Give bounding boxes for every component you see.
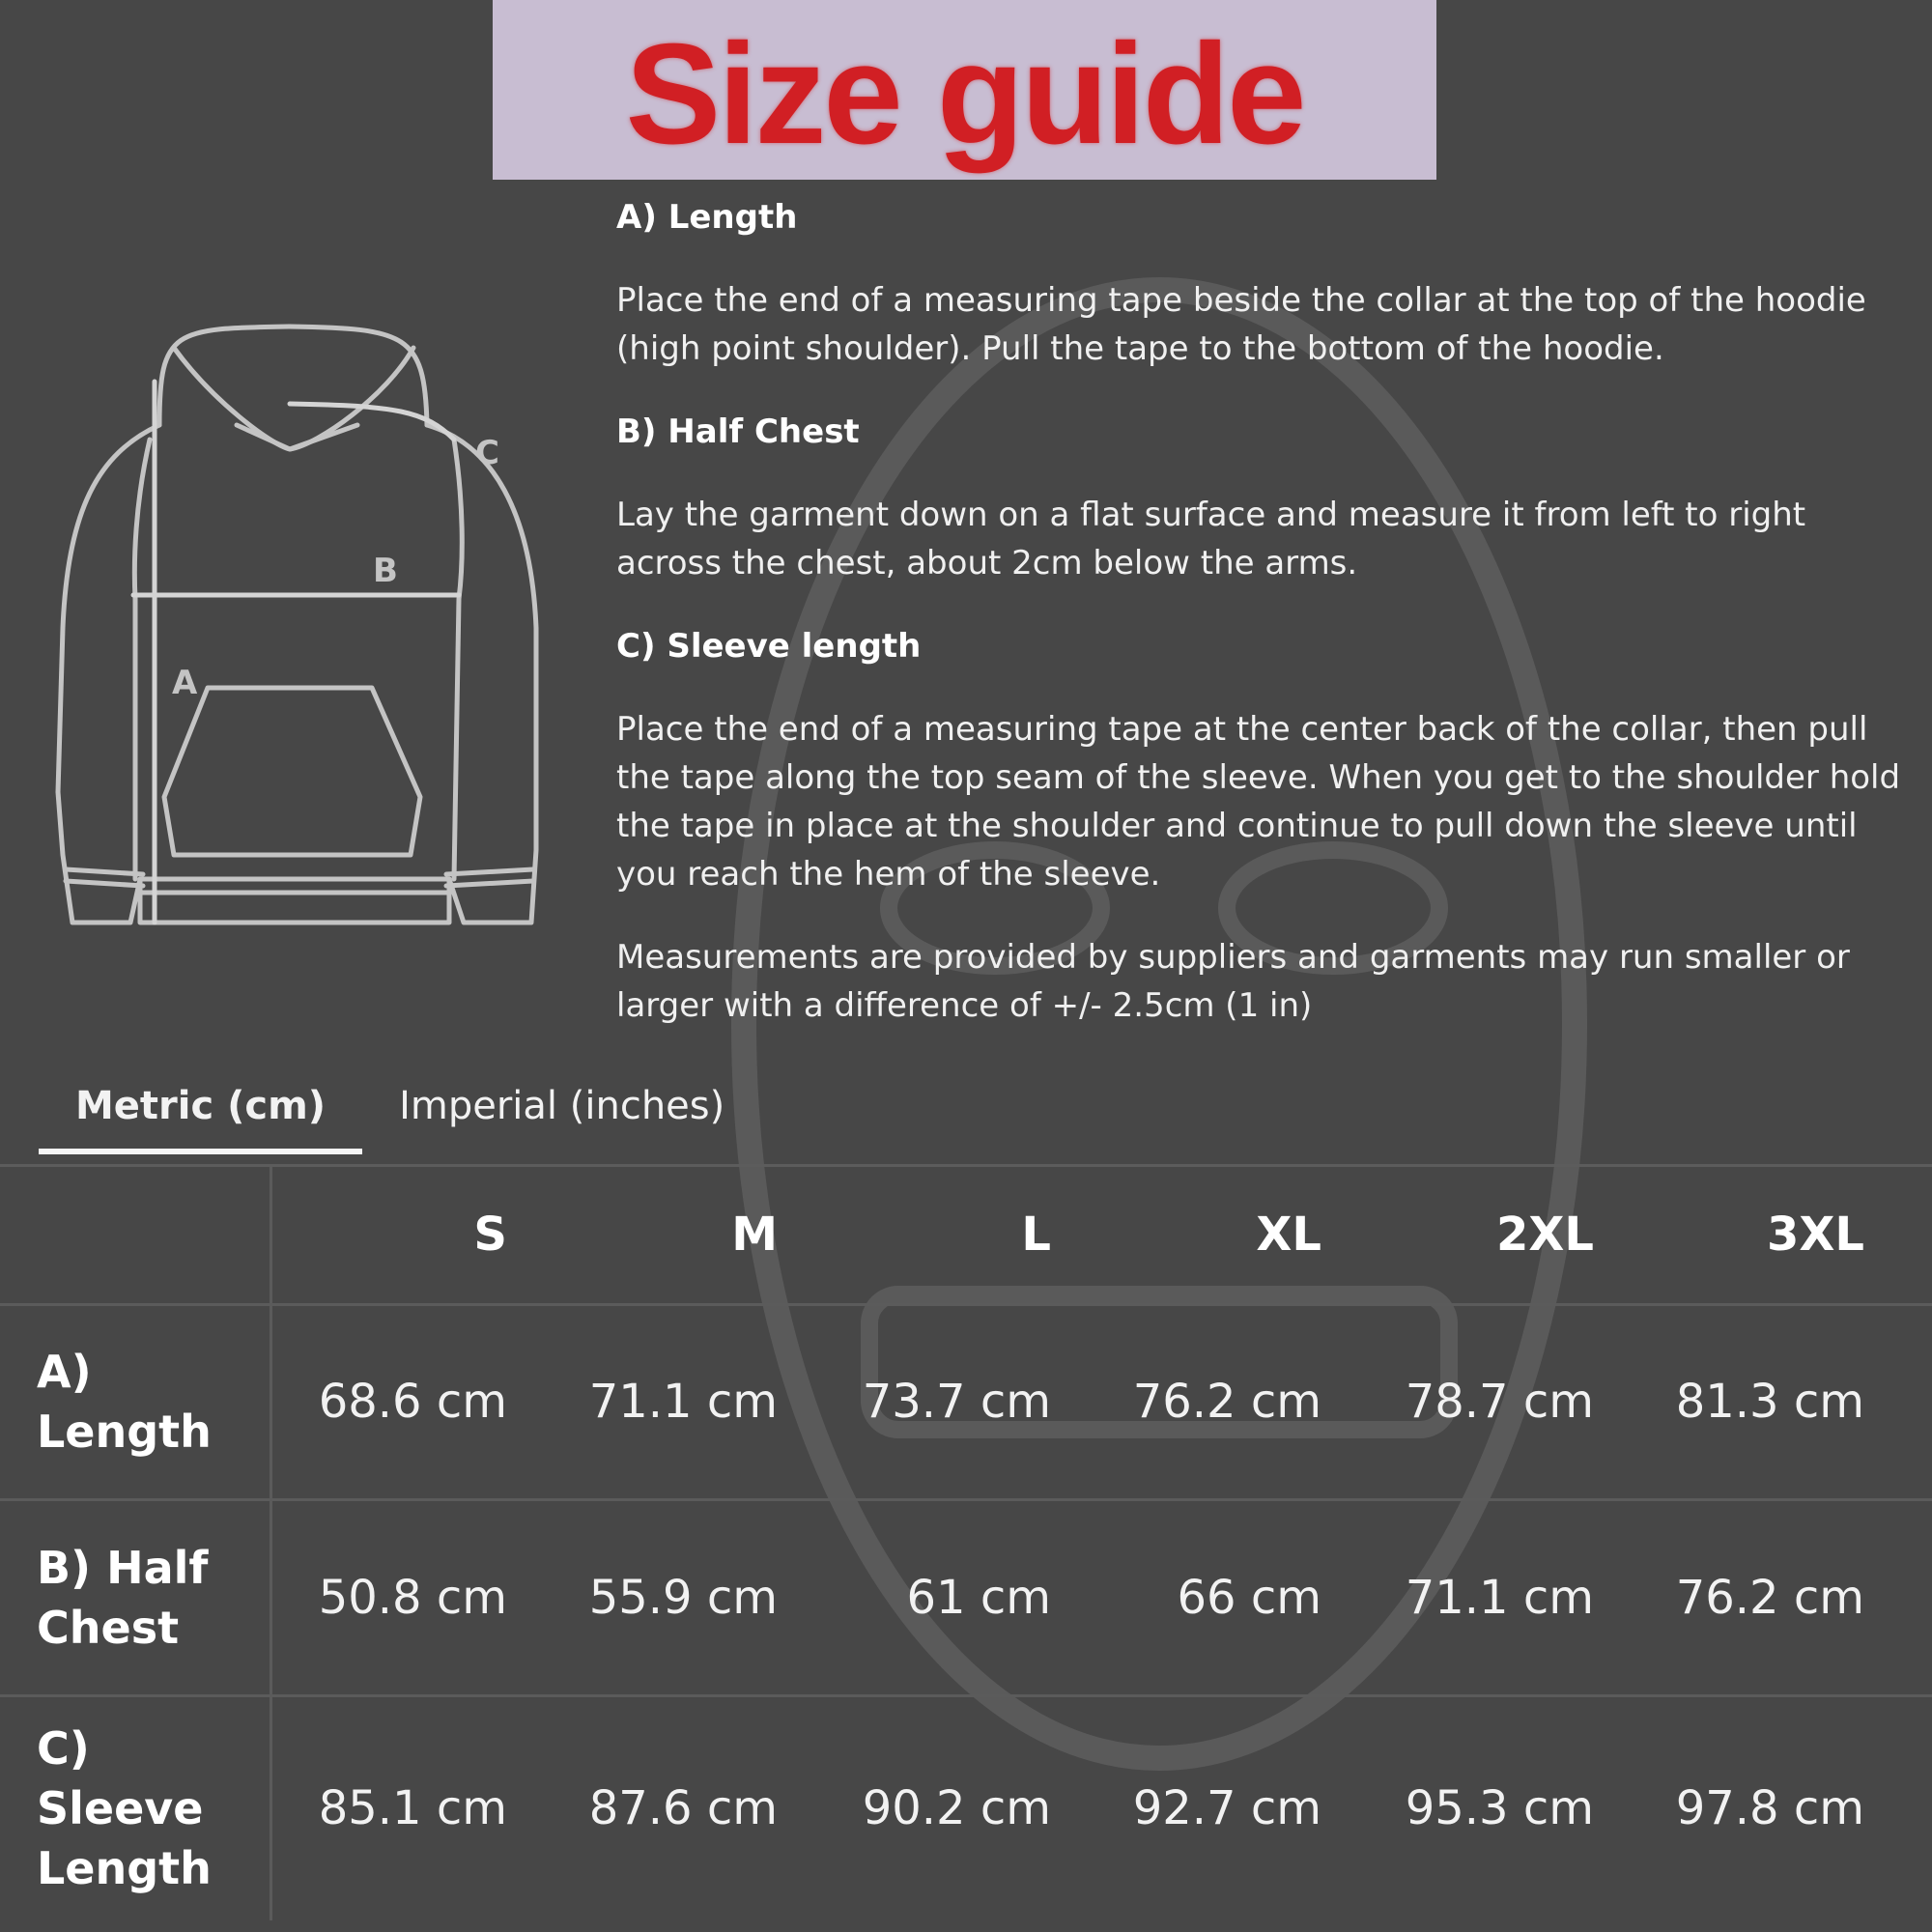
table-cell: 55.9 cm xyxy=(575,1499,845,1695)
row-label-half-chest xyxy=(0,1499,270,1695)
disclaimer-text: Measurements are provided by suppliers and garments may run smaller or larger with a difference of +/- 2.5cm (1 in) xyxy=(616,938,1850,1025)
tab-metric[interactable]: Metric (cm) xyxy=(39,1067,362,1154)
unit-tabs xyxy=(39,1067,761,1164)
page-title: Size guide xyxy=(625,14,1304,174)
hood-opening xyxy=(174,348,413,449)
table-corner xyxy=(0,1167,270,1304)
size-header-l: L xyxy=(1021,1208,1051,1263)
table-row-length xyxy=(0,1304,1932,1499)
measure-c-line xyxy=(290,404,454,440)
label-b: B xyxy=(373,552,398,590)
row-label-sleeve-length xyxy=(0,1695,270,1920)
size-header-m: M xyxy=(731,1208,778,1263)
table-cell: 81.3 cm xyxy=(1662,1304,1932,1499)
row-label-length xyxy=(0,1304,270,1499)
table-cell: 95.3 cm xyxy=(1389,1695,1662,1920)
row-label-line: Chest xyxy=(37,1601,180,1654)
table-cell: 61 cm xyxy=(845,1499,1119,1695)
sleeve-text: Place the end of a measuring tape at the center back of the collar, then pull the tape along the top seam of the sleeve. When you get to the shoulder hold the tape in place at the shoulder and continue to pull down the sleeve until you reach the hem of the sleeve. xyxy=(616,710,1901,894)
table-cell: 87.6 cm xyxy=(575,1695,845,1920)
chest-heading: B) Half Chest xyxy=(616,412,860,451)
table-cell: 50.8 cm xyxy=(270,1499,575,1695)
row-label-line: C) xyxy=(37,1722,90,1776)
table-cell: 85.1 cm xyxy=(270,1695,575,1920)
pocket xyxy=(164,688,420,855)
size-header-s: S xyxy=(473,1208,507,1263)
length-heading: A) Length xyxy=(616,198,798,237)
size-header-2xl: 2XL xyxy=(1496,1208,1594,1263)
table-cell: 66 cm xyxy=(1119,1499,1389,1695)
table-header-row xyxy=(0,1167,1932,1304)
table-cell: 68.6 cm xyxy=(270,1304,575,1499)
size-guide-banner xyxy=(493,0,1436,180)
table-cell: 90.2 cm xyxy=(845,1695,1119,1920)
sleeve-heading: C) Sleeve length xyxy=(616,627,922,666)
hoodie-diagram xyxy=(29,309,551,947)
measurement-instructions xyxy=(616,193,1920,1065)
size-header-xl: XL xyxy=(1256,1208,1321,1263)
table-cell: 97.8 cm xyxy=(1662,1695,1932,1920)
table-cell: 71.1 cm xyxy=(575,1304,845,1499)
row-label-line: A) xyxy=(37,1346,92,1398)
row-label-line: B) Half xyxy=(37,1541,209,1594)
size-table xyxy=(0,1167,1932,1920)
label-a: A xyxy=(172,664,198,702)
size-header-3xl: 3XL xyxy=(1767,1208,1864,1263)
table-cell: 78.7 cm xyxy=(1389,1304,1662,1499)
table-cell: 92.7 cm xyxy=(1119,1695,1389,1920)
table-cell: 76.2 cm xyxy=(1662,1499,1932,1695)
row-label-line: Length xyxy=(37,1406,212,1458)
row-label-line: Sleeve xyxy=(37,1782,204,1835)
table-row-sleeve-length xyxy=(0,1695,1932,1920)
label-c: C xyxy=(475,434,499,472)
table-cell: 76.2 cm xyxy=(1119,1304,1389,1499)
row-label-line: Length xyxy=(37,1842,212,1895)
table-row-half-chest xyxy=(0,1499,1932,1695)
table-cell: 73.7 cm xyxy=(845,1304,1119,1499)
chest-text: Lay the garment down on a flat surface and measure it from left to right across the chest, about 2cm below the arms. xyxy=(616,496,1806,582)
length-text: Place the end of a measuring tape beside the collar at the top of the hoodie (high point shoulder). Pull the tape to the bottom of the hoodie. xyxy=(616,281,1866,368)
body-outline xyxy=(58,425,536,923)
tab-imperial[interactable]: Imperial (inches) xyxy=(399,1084,725,1128)
table-cell: 71.1 cm xyxy=(1389,1499,1662,1695)
